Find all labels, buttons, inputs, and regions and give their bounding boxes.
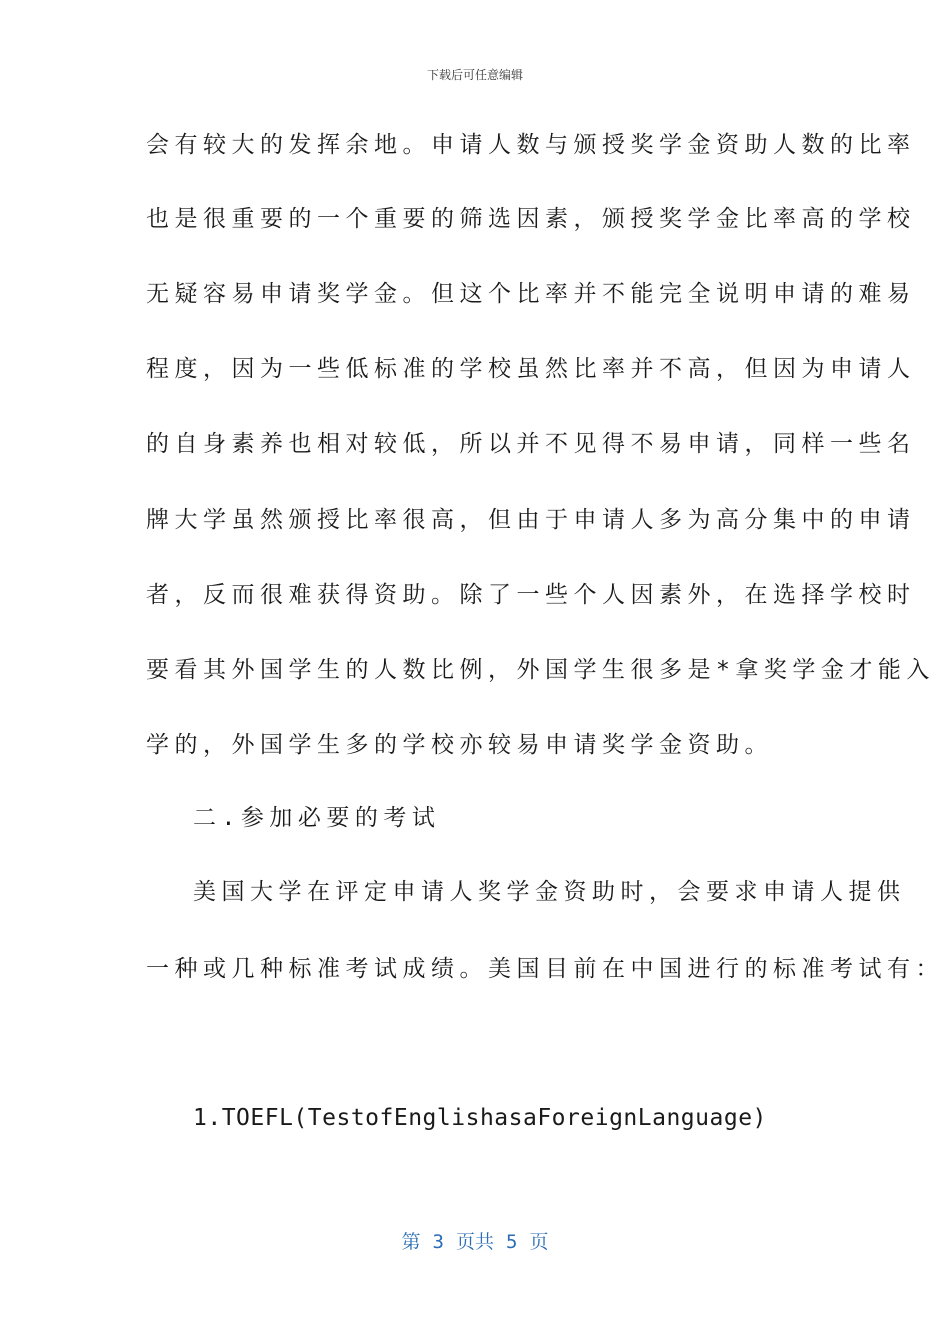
body-line-9: 学的，外国学生多的学校亦较易申请奖学金资助。 — [146, 732, 773, 758]
body-line-10: 美国大学在评定申请人奖学金资助时，会要求申请人提供 — [193, 879, 906, 905]
body-line-3: 无疑容易申请奖学金。但这个比率并不能完全说明申请的难易 — [146, 281, 916, 307]
body-line-6: 牌大学虽然颁授比率很高，但由于申请人多为高分集中的申请 — [146, 507, 916, 533]
body-line-7: 者，反而很难获得资助。除了一些个人因素外，在选择学校时 — [146, 582, 916, 608]
body-line-8: 要看其外国学生的人数比例，外国学生很多是*拿奖学金才能入 — [146, 657, 935, 683]
footer-current-page: 3 — [432, 1231, 444, 1253]
body-line-11: 一种或几种标准考试成绩。美国目前在中国进行的标准考试有： — [146, 956, 944, 982]
page-footer — [0, 1227, 950, 1254]
page-header: 下载后可任意编辑 — [426, 68, 523, 82]
body-line-1: 会有较大的发挥余地。申请人数与颁授奖学金资助人数的比率 — [146, 132, 916, 158]
footer-prefix: 第 — [401, 1231, 421, 1253]
body-line-2: 也是很重要的一个重要的筛选因素，颁授奖学金比率高的学校 — [146, 206, 916, 232]
body-line-4: 程度，因为一些低标准的学校虽然比率并不高，但因为申请人 — [146, 356, 916, 382]
footer-middle: 页共 — [455, 1231, 494, 1253]
footer-suffix: 页 — [529, 1231, 549, 1253]
list-item-toefl: 1.TOEFL(TestofEnglishasaForeignLanguage) — [193, 1105, 767, 1131]
footer-total-pages: 5 — [506, 1231, 518, 1253]
section-heading: 二.参加必要的考试 — [193, 805, 441, 831]
body-line-5: 的自身素养也相对较低，所以并不见得不易申请，同样一些名 — [146, 431, 916, 457]
